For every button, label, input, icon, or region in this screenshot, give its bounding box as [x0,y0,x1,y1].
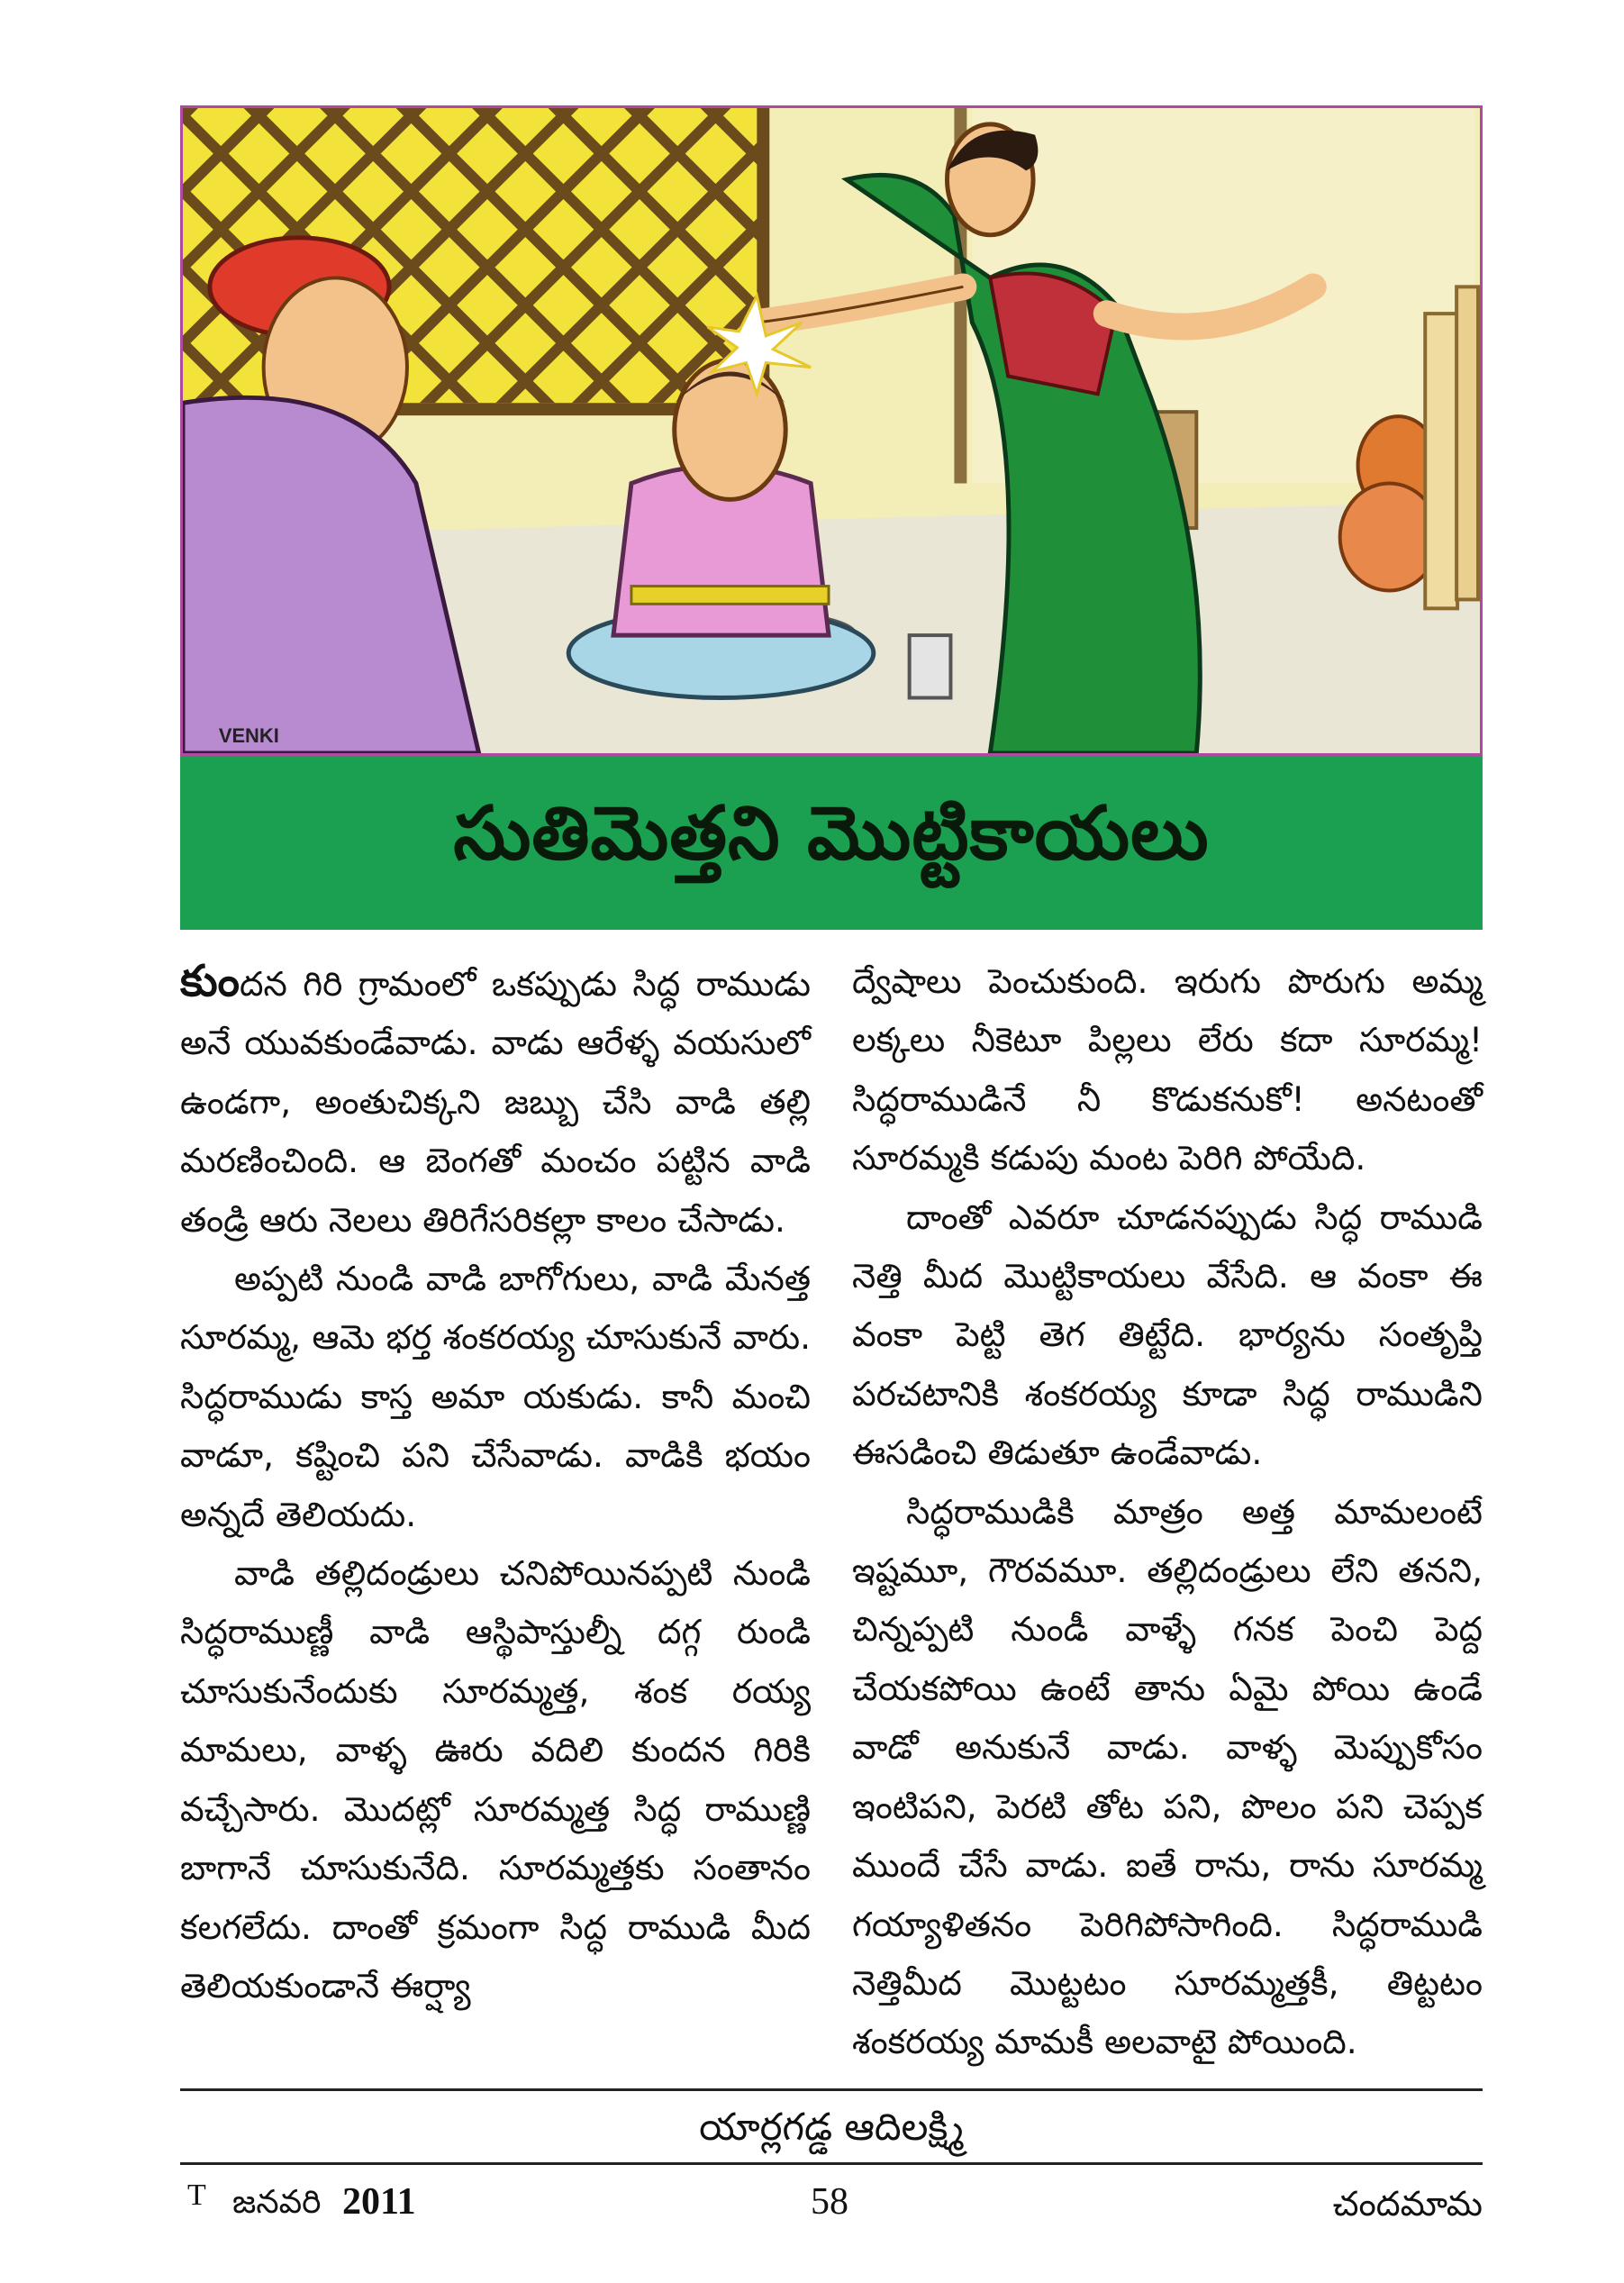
signature: VENKI [218,724,279,748]
text-column-left [180,952,811,2015]
paragraph: దాంతో ఎవరూ చూడనప్పుడు సిద్ధ రాముడి నెత్తి మీద మొట్టికాయలు వేసేది. ఆ వంకా ఈ వంకా పెట్టి తెగ తిట్టేది. భార్యను సంతృప్తి పరచటానికి శంకరయ్య కూడా సిద్ధ రాముడిని ఈసడించి తిడుతూ ఉండేవాడు. [852,1196,1483,1473]
paragraph [180,952,811,1250]
tumbler [910,635,951,697]
paragraph: ద్వేషాలు పెంచుకుంది. ఇరుగు పొరుగు అమ్మ లక్కలు నీకెటూ పిల్లలు లేరు కదా సూరమ్మ! సిద్ధరాముడినే నీ కొడుకనుకో! అనటంతో సూరమ్మకి కడుపు మంట పెరిగి పోయేది. [852,961,1483,1178]
child-head [675,360,785,500]
footer-month: జనవరి [232,2184,322,2221]
drop-cap: కుం [180,956,240,1006]
author-name: యార్లగడ్డ ఆదిలక్ష్మి [699,2105,964,2149]
page-footer [180,2178,1483,2242]
footer-year: 2011 [342,2181,416,2223]
text-column-right [852,952,1483,2072]
story-title: సుతిమెత్తని మొట్టికాయలు [453,791,1210,877]
footer-mark: T [187,2178,206,2212]
paragraph: అప్పటి నుండి వాడి బాగోగులు, వాడి మేనత్త సూరమ్మ, ఆమె భర్త శంకరయ్య చూసుకునే వారు. సిద్ధరాముడు కాస్త అమా యకుడు. కానీ మంచి వాడూ, కష్టించి పని చేసేవాడు. వాడికి భయం అన్నదే తెలియదు. [180,1259,811,1534]
paragraph-text: దన గిరి గ్రామంలో ఒకప్పుడు సిద్ధ రాముడు అనే యువకుండేవాడు. వాడు ఆరేళ్ళ వయసులో ఉండగా, అంతుచిక్కని జబ్బు చేసి వాడి తల్లి మరణించింది. ఆ బెంగతో మంచం పట్టిన వాడి తండ్రి ఆరు నెలలు తిరిగేసరికల్లా కాలం చేసాడు. [180,964,811,1240]
story-illustration [180,105,1483,756]
divider-rule [180,2088,1483,2091]
magazine-name: చందమామ [1332,2184,1483,2224]
title-band [180,756,1483,930]
illustration-svg [183,108,1480,753]
paragraph: సిద్ధరాముడికి మాత్రం అత్త మామలంటే ఇష్టమూ, గౌరవమూ. తల్లిదండ్రులు లేని తనని, చిన్నప్పటి నుండీ వాళ్ళే గనక పెంచి పెద్ద చేయకపోయి ఉంటే తాను ఏమై పోయి ఉండే వాడో అనుకునే వాడు. వాళ్ళ మెప్పుకోసం ఇంటిపని, పెరటి తోట పని, పొలం పని చెప్పక ముందే చేసే వాడు. ఐతే రాను, రాను సూరమ్మ గయ్యాళితనం పెరిగిపోసాగింది. సిద్ధరాముడి నెత్తిమీద మొట్టటం సూరమ్మత్తకీ, తిట్టటం శంకరయ్య మామకీ అలవాటై పోయింది. [852,1491,1483,2062]
paragraph: వాడి తల్లిదండ్రులు చనిపోయినప్పటి నుండి సిద్ధరాముణ్ణీ వాడి ఆస్థిపాస్తుల్నీ దగ్గ రుండి చూసుకునేందుకు సూరమ్మత్త, శంక రయ్య మామలు, వాళ్ళ ఊరు వదిలి కుందన గిరికి వచ్చేసారు. మొదట్లో సూరమ్మత్త సిద్ధ రాముణ్ణి బాగానే చూసుకునేది. సూరమ్మత్తకు సంతానం కలగలేదు. దాంతో క్రమంగా సిద్ధ రాముడి మీద తెలియకుండానే ఈర్ష్యా [180,1553,811,2006]
divider-rule [180,2162,1483,2165]
page-number: 58 [811,2181,848,2223]
